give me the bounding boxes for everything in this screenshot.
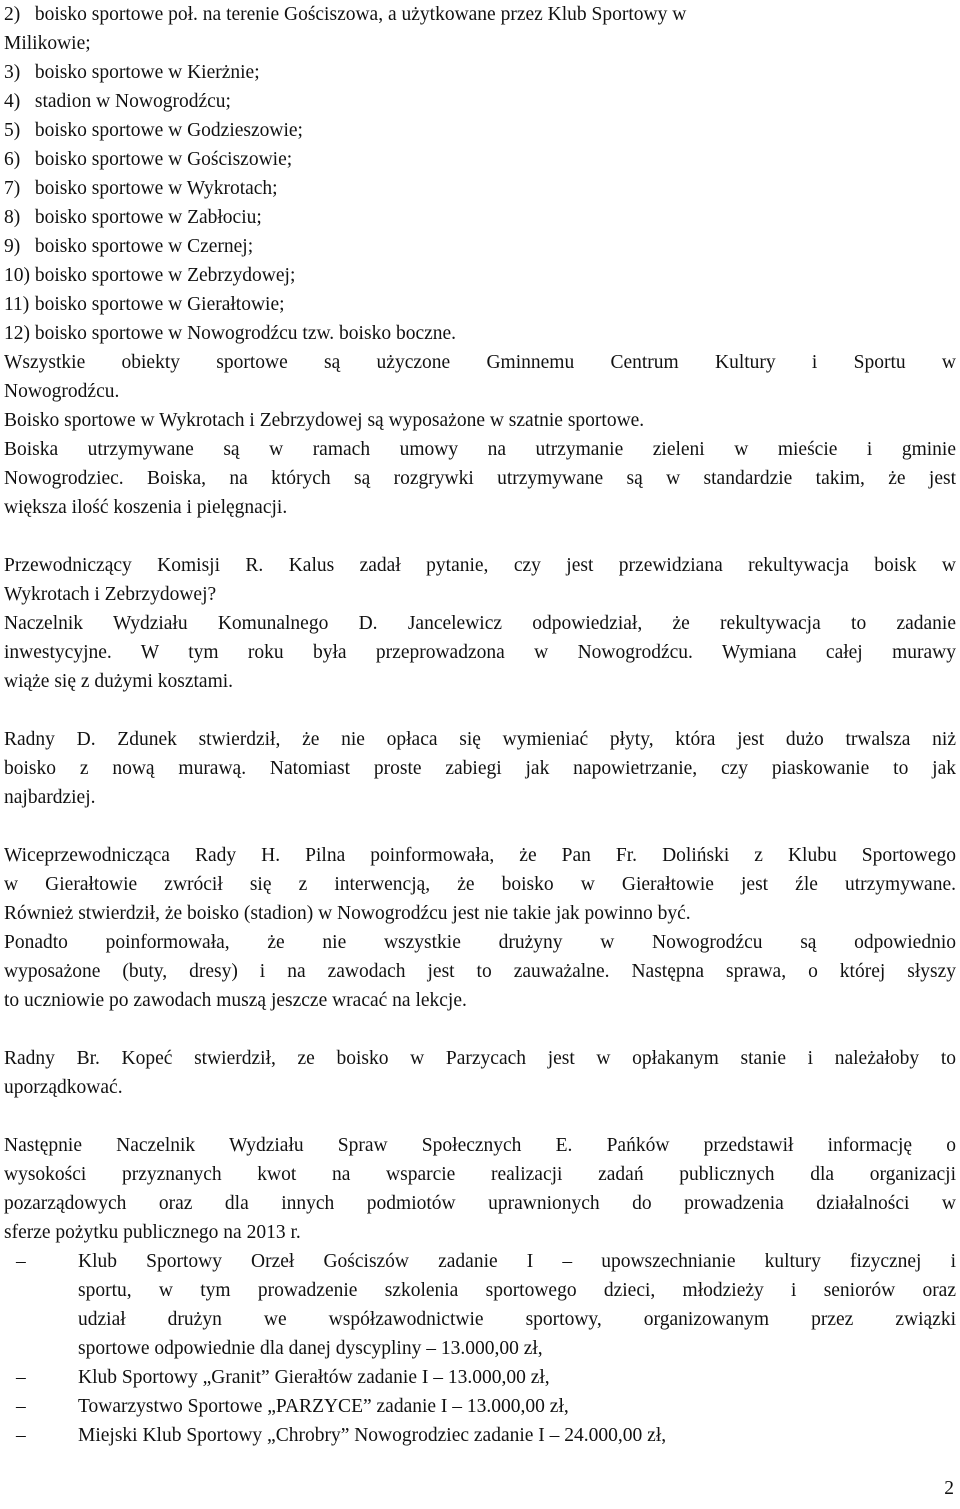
list-number: 5) [4,120,21,141]
paragraph-line: Boiska utrzymywane są w ramach umowy na utrzymanie zieleni w mieście i gminie [4,439,956,460]
dash-bullet: – [16,1425,26,1446]
document-page [4,0,956,1450]
list-item [4,174,956,203]
paragraph-line: pozarządowych oraz dla innych podmiotów uprawnionych do prowadzenia działalności w [4,1193,956,1214]
list-item [4,290,956,319]
dash-list-item [4,1421,956,1450]
list-item [4,116,956,145]
list-number: 8) [4,207,21,228]
paragraph-line: Następnie Naczelnik Wydziału Spraw Społecznych E. Pańków przedstawił informację o [4,1135,956,1156]
paragraph-line: Radny D. Zdunek stwierdził, że nie opłaca się wymieniać płyty, która jest dużo trwalsza niż [4,729,956,750]
paragraph-line: to uczniowie po zawodach muszą jeszcze wracać na lekcje. [4,990,467,1011]
dash-item-text: Klub Sportowy Orzeł Gościszów zadanie I – upowszechnianie kultury fizycznej i [78,1251,956,1272]
page-number: 2 [944,1478,954,1499]
list-text: boisko sportowe w Gościszowie; [34,149,293,170]
list-text: boisko sportowe w Zabłociu; [34,207,262,228]
dash-item-text: Towarzystwo Sportowe „PARZYCE” zadanie I – 13.000,00 zł, [78,1396,569,1417]
list-number: 4) [4,91,21,112]
dash-list-item-continuation: sportu, w tym prowadzenie szkolenia sportowego dzieci, młodzieży i seniorów oraz [78,1280,956,1301]
list-item [4,0,956,29]
list-number: 7) [4,178,21,199]
paragraph-line: Radny Br. Kopeć stwierdził, ze boisko w Parzycach jest w opłakanym stanie i należałoby to [4,1048,956,1069]
paragraph-line: Nowogrodźcu. [4,381,120,402]
paragraph-line: wyposażone (buty, dresy) i na zawodach jest to zauważalne. Następna sprawa, o której słyszy [4,961,956,982]
list-item [4,261,956,290]
dash-list-item [4,1247,956,1276]
list-item [4,87,956,116]
list-item [4,319,956,348]
list-number: 12) [4,323,30,344]
dash-item-text: Klub Sportowy „Granit” Gierałtów zadanie I – 13.000,00 zł, [78,1367,550,1388]
dash-list-item-continuation: udział drużyn we współzawodnictwie sportowy, organizowanym przez związki [78,1309,956,1330]
list-number: 2) [4,4,21,25]
list-item [4,232,956,261]
list-number: 11) [4,294,30,315]
dash-item-text: Miejski Klub Sportowy „Chrobry” Nowogrodziec zadanie I – 24.000,00 zł, [78,1425,667,1446]
list-item [4,145,956,174]
list-number: 9) [4,236,21,257]
paragraph-line: Naczelnik Wydziału Komunalnego D. Jancelewicz odpowiedział, że rekultywacja to zadanie [4,613,956,634]
dash-bullet: – [16,1251,26,1272]
list-item-continuation: Milikowie; [4,33,91,54]
dash-list-item [4,1392,956,1421]
paragraph-line: Ponadto poinformowała, że nie wszystkie drużyny w Nowogrodźcu są odpowiednio [4,932,956,953]
paragraph-line: w Gierałtowie zwrócił się z interwencją, że boisko w Gierałtowie jest źle utrzymywane. [4,874,956,895]
paragraph-line: Nowogrodziec. Boiska, na których są rozgrywki utrzymywane są w standardzie takim, że jest [4,468,956,489]
dash-bullet: – [16,1367,26,1388]
list-item [4,58,956,87]
dash-list-item-continuation: sportowe odpowiednie dla danej dyscypliny – 13.000,00 zł, [78,1338,543,1359]
list-item [4,203,956,232]
dash-list-item [4,1363,956,1392]
list-text: boisko sportowe w Godzieszowie; [34,120,303,141]
list-number: 6) [4,149,21,170]
paragraph-line: Wiceprzewodnicząca Rady H. Pilna poinformowała, że Pan Fr. Doliński z Klubu Sportowego [4,845,956,866]
paragraph-line: wysokości przyznanych kwot na wsparcie realizacji zadań publicznych dla organizacji [4,1164,956,1185]
paragraph-line: wiąże się z dużymi kosztami. [4,671,234,692]
list-number: 3) [4,62,21,83]
paragraph-line: Przewodniczący Komisji R. Kalus zadał pytanie, czy jest przewidziana rekultywacja boisk w [4,555,956,576]
paragraph-line: inwestycyjne. W tym roku była przeprowadzona w Nowogrodźcu. Wymiana całej murawy [4,642,956,663]
list-text: boisko sportowe w Czernej; [34,236,254,257]
list-text: stadion w Nowogrodźcu; [34,91,231,112]
list-text: boisko sportowe w Nowogrodźcu tzw. boisko boczne. [34,323,457,344]
paragraph-line: najbardziej. [4,787,96,808]
paragraph-line: Wykrotach i Zebrzydowej? [4,584,217,605]
list-text: boisko sportowe w Gierałtowie; [34,294,285,315]
list-number: 10) [4,265,30,286]
paragraph-line: boisko z nową murawą. Natomiast proste zabiegi jak napowietrzanie, czy piaskowanie to jak [4,758,956,779]
paragraph-line: sferze pożytku publicznego na 2013 r. [4,1222,301,1243]
list-text: boisko sportowe poł. na terenie Gościszowa, a użytkowane przez Klub Sportowy w [34,4,687,25]
list-text: boisko sportowe w Zebrzydowej; [34,265,296,286]
paragraph-line: uporządkować. [4,1077,123,1098]
dash-bullet: – [16,1396,26,1417]
list-text: boisko sportowe w Kierżnie; [34,62,260,83]
paragraph-line: większa ilość koszenia i pielęgnacji. [4,497,288,518]
list-text: boisko sportowe w Wykrotach; [34,178,278,199]
paragraph-line: Wszystkie obiekty sportowe są użyczone Gminnemu Centrum Kultury i Sportu w [4,352,956,373]
paragraph-line: Boisko sportowe w Wykrotach i Zebrzydowej są wyposażone w szatnie sportowe. [4,410,645,431]
paragraph-line: Również stwierdził, że boisko (stadion) w Nowogrodźcu jest nie takie jak powinno być. [4,903,691,924]
